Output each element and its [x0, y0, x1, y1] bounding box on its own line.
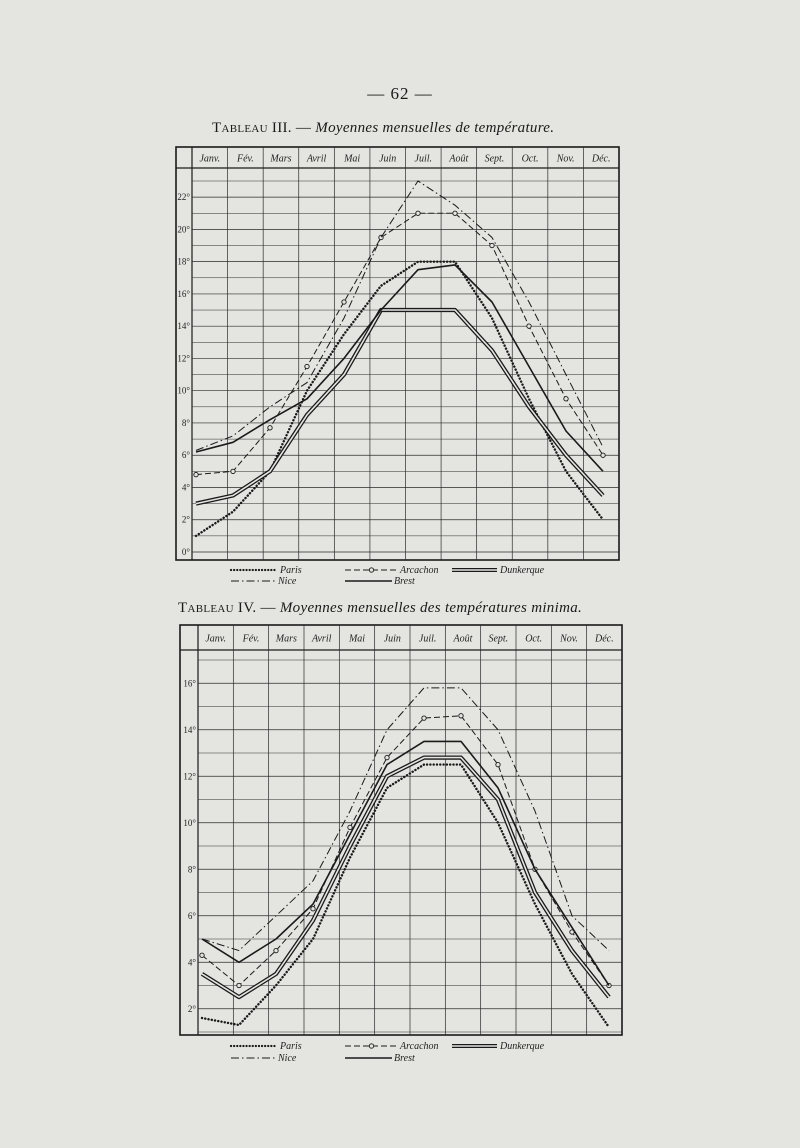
chart-1 [176, 147, 619, 587]
legend-swatch-arcachon-1-marker [369, 568, 373, 572]
month-label-9: Oct. [521, 153, 539, 165]
y-tick-0: 0° [181, 547, 190, 557]
page-number: — 62 — [367, 84, 433, 103]
y-tick-5: 10° [183, 817, 196, 828]
y-tick-2: 4° [181, 482, 190, 493]
y-tick-9: 18° [177, 256, 190, 267]
month-label-3: Avril [311, 633, 332, 645]
point-arcachon-2-4 [348, 825, 352, 829]
legend-label-dunkerque: Dunkerque [500, 1041, 545, 1052]
legend-label-nice: Nice [278, 1053, 297, 1064]
series-brest-1 [196, 265, 603, 471]
month-label-6: Juil. [418, 633, 437, 645]
y-tick-1: 2° [187, 1003, 196, 1014]
point-arcachon-2-5 [385, 755, 389, 759]
y-tick-2: 4° [187, 957, 196, 968]
month-label-1: Fév. [237, 153, 254, 165]
point-arcachon-1-0 [194, 472, 198, 476]
series-paris-2 [202, 765, 609, 1028]
y-tick-10: 20° [177, 224, 190, 235]
month-label-6: Juil. [414, 153, 433, 165]
month-label-8: Sept. [488, 633, 509, 645]
legend-label-dunkerque: Dunkerque [500, 565, 545, 576]
chart-2 [180, 625, 622, 1064]
series-dunkerque-2-inner [202, 758, 609, 998]
y-tick-6: 12° [177, 353, 190, 364]
legend-label-paris: Paris [280, 565, 302, 576]
point-arcachon-2-7 [459, 714, 463, 718]
y-tick-6: 12° [183, 771, 196, 782]
point-arcachon-1-1 [231, 469, 235, 473]
series-dunkerque-2 [202, 758, 609, 998]
chart-2-frame [180, 625, 622, 1035]
point-arcachon-2-6 [422, 716, 426, 720]
point-arcachon-2-8 [496, 762, 500, 766]
y-tick-8: 16° [183, 678, 196, 689]
month-label-9: Oct. [525, 633, 543, 645]
point-arcachon-2-0 [200, 953, 204, 957]
point-arcachon-2-1 [237, 983, 241, 987]
y-tick-3: 6° [187, 910, 196, 921]
y-tick-4: 8° [181, 417, 190, 428]
y-tick-7: 14° [183, 724, 196, 735]
chart-2-title-prefix: Tableau IV. — [178, 600, 276, 616]
point-arcachon-1-6 [416, 211, 420, 215]
legend-label-brest: Brest [394, 1053, 415, 1064]
chart-1-frame [176, 147, 619, 560]
point-arcachon-1-3 [305, 364, 309, 368]
month-label-1: Fév. [242, 633, 260, 645]
series-arcachon-2 [202, 716, 609, 986]
chart-2-title-main: Moyennes mensuelles des températures minima. [279, 600, 583, 616]
legend-2 [231, 1041, 545, 1064]
point-arcachon-2-3 [311, 907, 315, 911]
point-arcachon-2-2 [274, 948, 278, 952]
series-arcachon-1 [196, 213, 603, 474]
legend-label-brest: Brest [394, 576, 415, 587]
month-label-10: Nov. [560, 633, 578, 645]
series-paris-1 [196, 262, 603, 536]
month-label-2: Mars [270, 153, 292, 165]
month-label-0: Janv. [205, 633, 226, 645]
point-arcachon-1-4 [342, 300, 346, 304]
legend-label-paris: Paris [280, 1041, 302, 1052]
y-tick-1: 2° [181, 514, 190, 525]
month-label-2: Mars [275, 633, 297, 645]
month-label-7: Août [449, 153, 469, 165]
series-brest-2 [202, 741, 609, 985]
month-label-4: Mai [344, 153, 361, 165]
month-label-11: Déc. [595, 633, 614, 645]
legend-label-nice: Nice [278, 576, 297, 587]
y-tick-8: 16° [177, 288, 190, 299]
month-label-0: Janv. [199, 153, 221, 165]
y-tick-11: 22° [177, 192, 190, 203]
chart-1-title-prefix: Tableau III. — [212, 120, 312, 136]
month-label-11: Déc. [591, 153, 611, 165]
point-arcachon-1-11 [601, 453, 605, 457]
y-tick-5: 10° [177, 385, 190, 396]
legend-swatch-arcachon-2-marker [369, 1044, 373, 1048]
legend-label-arcachon: Arcachon [400, 565, 439, 576]
point-arcachon-1-2 [268, 426, 272, 430]
legend-label-arcachon: Arcachon [400, 1041, 439, 1052]
month-label-4: Mai [348, 633, 366, 645]
month-label-7: Août [453, 633, 473, 645]
point-arcachon-1-10 [564, 397, 568, 401]
y-tick-7: 14° [177, 321, 190, 332]
point-arcachon-1-9 [527, 324, 531, 328]
point-arcachon-1-8 [490, 243, 494, 247]
series-nice-1 [196, 181, 603, 450]
month-label-10: Nov. [556, 153, 575, 165]
legend-1 [231, 565, 545, 587]
chart-1-title-main: Moyennes mensuelles de température. [315, 120, 555, 136]
point-arcachon-1-7 [453, 211, 457, 215]
month-label-5: Juin [379, 153, 397, 165]
y-tick-4: 8° [187, 864, 196, 875]
month-label-3: Avril [306, 153, 327, 165]
month-label-5: Juin [383, 633, 401, 645]
y-tick-3: 6° [181, 450, 190, 461]
month-label-8: Sept. [484, 153, 505, 165]
